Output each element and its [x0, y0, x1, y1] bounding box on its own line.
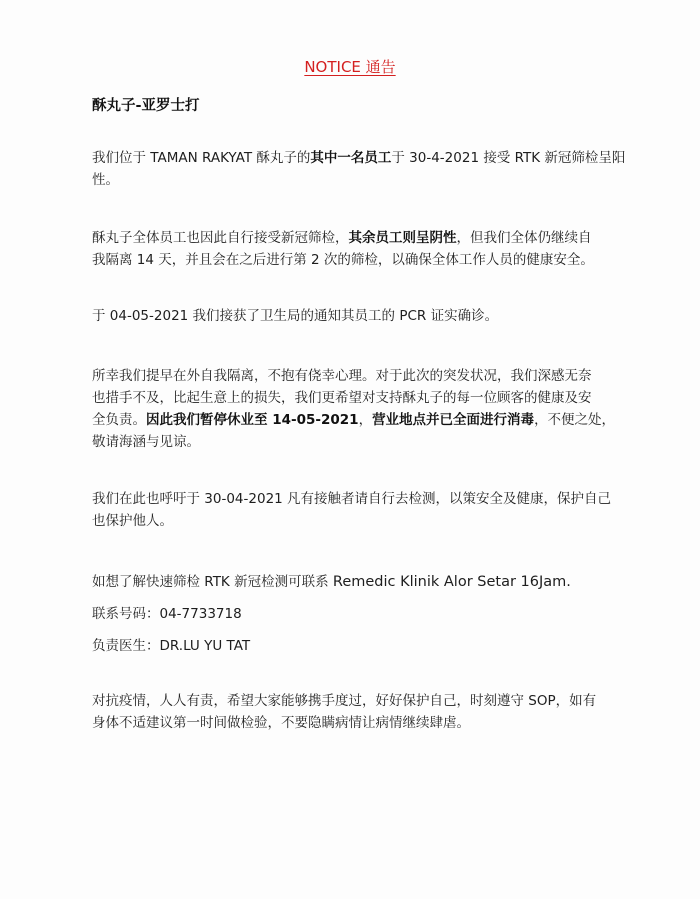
paragraph-closure [92, 365, 658, 453]
shop-heading: 酥丸子-亚罗士打 [92, 98, 200, 114]
paragraph-pcr-confirmed [92, 305, 658, 327]
paragraph-line [92, 409, 658, 431]
text-span: 全负责。 [92, 412, 146, 428]
bold-text: 营业地点并已全面进行消毒 [372, 412, 535, 428]
paragraph-line: 也保护他人。 [92, 513, 173, 529]
contact-phone-line [92, 602, 242, 622]
contact-intro-line [92, 570, 571, 590]
doctor-name: DR.LU YU TAT [159, 638, 251, 654]
text-span: ，但我们全体仍继续自 [456, 230, 592, 246]
contact-doctor-line [92, 634, 250, 654]
text-span: 酥丸子全体员工也因此自行接受新冠筛检， [92, 230, 349, 246]
paragraph-line: 于 04-05-2021 我们接获了卫生局的通知其员工的 PCR 证实确诊。 [92, 308, 499, 324]
paragraph-positive-case [92, 147, 658, 191]
bold-text: 其余员工则呈阴性 [348, 230, 457, 246]
phone-number: 04-7733718 [159, 606, 242, 622]
text-span: ， [358, 412, 373, 428]
paragraph-line [92, 227, 658, 249]
text-span: 我们位于 TAMAN RAKYAT 酥丸子的 [92, 150, 311, 166]
paragraph-line [92, 147, 658, 169]
paragraph-line: 我们在此也呼吁于 30-04-2021 凡有接触者请自行去检测，以策安全及健康，保护自己 [92, 491, 612, 507]
paragraph-staff-screening [92, 227, 658, 271]
notice-title: NOTICE 通告 [304, 58, 396, 76]
text-span: 如想了解快速筛检 RTK 新冠检测可联系 [92, 574, 329, 590]
paragraph-line: 性。 [92, 172, 119, 188]
paragraph-line: 所幸我们提早在外自我隔离，不抱有侥幸心理。对于此次的突发状况，我们深感无奈 [92, 368, 592, 384]
paragraph-closing [92, 690, 658, 734]
text-span: ，不便之处， [534, 412, 616, 428]
bold-text: 其中一名员工 [310, 150, 392, 166]
paragraph-line: 身体不适建议第一时间做检验，不要隐瞒病情让病情继续肆虐。 [92, 715, 470, 731]
doctor-label: 负责医生： [92, 638, 160, 654]
clinic-name: Remedic Klinik Alor Setar 16Jam. [332, 574, 571, 590]
phone-label: 联系号码： [92, 606, 160, 622]
text-span: 于 30-4-2021 接受 RTK 新冠筛检呈阳 [391, 150, 626, 166]
paragraph-line: 对抗疫情，人人有责，希望大家能够携手度过，好好保护自己，时刻遵守 SOP，如有 [92, 693, 597, 709]
paragraph-appeal [92, 488, 658, 532]
bold-text: 因此我们暂停休业至 14-05-2021 [146, 412, 359, 428]
paragraph-line: 我隔离 14 天，并且会在之后进行第 2 次的筛检，以确保全体工作人员的健康安全。 [92, 252, 594, 268]
paragraph-line: 也措手不及，比起生意上的损失，我们更希望对支持酥丸子的每一位顾客的健康及安 [92, 390, 592, 406]
paragraph-line: 敬请海涵与见谅。 [92, 434, 200, 450]
